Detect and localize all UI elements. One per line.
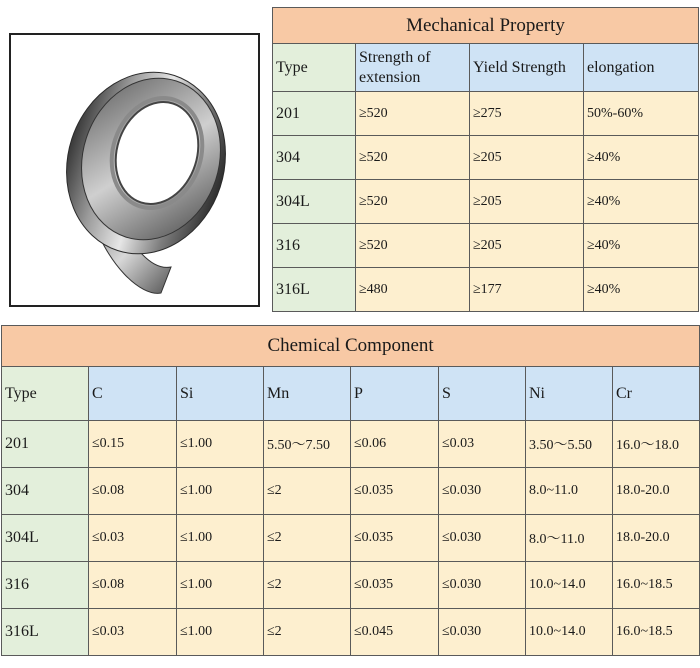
chem-value-cell: 18.0-20.0 <box>613 515 700 562</box>
chem-value-cell: ≤2 <box>264 562 351 609</box>
table-row <box>273 136 699 180</box>
table-row <box>273 92 699 136</box>
steel-coil-image <box>11 35 258 305</box>
mech-value-cell: ≥205 <box>470 136 584 180</box>
chem-value-cell: ≤0.045 <box>351 609 439 656</box>
chem-value-cell: 5.50～7.50 <box>264 421 351 468</box>
chem-value-cell: 8.0~11.0 <box>526 468 613 515</box>
mech-header-type: Type <box>273 44 356 92</box>
chem-value-cell: ≤2 <box>264 468 351 515</box>
mech-value-cell: 50%-60% <box>584 92 699 136</box>
table-row <box>273 180 699 224</box>
mech-value-cell: ≥205 <box>470 224 584 268</box>
table-row <box>2 421 700 468</box>
mech-value-cell: ≥520 <box>356 180 470 224</box>
chem-value-cell: ≤0.035 <box>351 515 439 562</box>
chem-header-mn: Mn <box>264 367 351 421</box>
chem-header-s: S <box>439 367 526 421</box>
mech-type-cell: 304L <box>273 180 356 224</box>
mech-value-cell: ≥520 <box>356 136 470 180</box>
chem-header-si: Si <box>177 367 264 421</box>
mech-type-cell: 316 <box>273 224 356 268</box>
mechanical-property-title: Mechanical Property <box>273 8 699 44</box>
chem-value-cell: 16.0~18.5 <box>613 609 700 656</box>
chem-value-cell: ≤0.035 <box>351 562 439 609</box>
chem-type-cell: 316 <box>2 562 89 609</box>
chem-value-cell: ≤0.030 <box>439 515 526 562</box>
mech-header-elongation: elongation <box>584 44 699 92</box>
chem-value-cell: ≤0.15 <box>89 421 177 468</box>
chem-type-cell: 316L <box>2 609 89 656</box>
chem-value-cell: ≤0.030 <box>439 468 526 515</box>
chem-value-cell: ≤0.030 <box>439 562 526 609</box>
chem-value-cell: ≤0.08 <box>89 562 177 609</box>
chem-value-cell: 10.0~14.0 <box>526 562 613 609</box>
table-row <box>273 268 699 312</box>
chem-value-cell: ≤0.03 <box>89 515 177 562</box>
chemical-component-title: Chemical Component <box>2 326 700 367</box>
chem-header-c: C <box>89 367 177 421</box>
chem-value-cell: ≤0.03 <box>89 609 177 656</box>
mech-type-cell: 201 <box>273 92 356 136</box>
mech-header-yield-strength: Yield Strength <box>470 44 584 92</box>
chem-value-cell: ≤1.00 <box>177 609 264 656</box>
chem-value-cell: 3.50～5.50 <box>526 421 613 468</box>
table-row <box>2 468 700 515</box>
mech-value-cell: ≥40% <box>584 268 699 312</box>
table-row <box>2 515 700 562</box>
mech-value-cell: ≥177 <box>470 268 584 312</box>
table-row <box>273 224 699 268</box>
chem-value-cell: ≤0.08 <box>89 468 177 515</box>
chem-value-cell: 16.0~18.5 <box>613 562 700 609</box>
chem-value-cell: ≤1.00 <box>177 468 264 515</box>
chem-value-cell: ≤1.00 <box>177 562 264 609</box>
chem-value-cell: ≤1.00 <box>177 515 264 562</box>
chem-value-cell: 16.0～18.0 <box>613 421 700 468</box>
chem-header-cr: Cr <box>613 367 700 421</box>
chem-value-cell: ≤2 <box>264 609 351 656</box>
mech-value-cell: ≥40% <box>584 180 699 224</box>
chem-value-cell: 8.0～11.0 <box>526 515 613 562</box>
chem-type-cell: 304L <box>2 515 89 562</box>
mech-header-strength-of-extension: Strength of extension <box>356 44 470 92</box>
chem-type-cell: 304 <box>2 468 89 515</box>
mech-type-cell: 304 <box>273 136 356 180</box>
table-row <box>2 562 700 609</box>
mech-type-cell: 316L <box>273 268 356 312</box>
chem-value-cell: ≤1.00 <box>177 421 264 468</box>
chem-value-cell: ≤0.035 <box>351 468 439 515</box>
chem-value-cell: ≤2 <box>264 515 351 562</box>
mech-value-cell: ≥40% <box>584 136 699 180</box>
table-row <box>2 609 700 656</box>
mech-value-cell: ≥205 <box>470 180 584 224</box>
chemical-component-table <box>1 325 700 656</box>
chem-value-cell: ≤0.06 <box>351 421 439 468</box>
chem-header-type: Type <box>2 367 89 421</box>
product-photo <box>9 33 260 307</box>
mech-value-cell: ≥40% <box>584 224 699 268</box>
mech-value-cell: ≥520 <box>356 92 470 136</box>
chem-header-ni: Ni <box>526 367 613 421</box>
mech-value-cell: ≥520 <box>356 224 470 268</box>
mechanical-property-table <box>272 7 699 312</box>
chem-value-cell: 18.0-20.0 <box>613 468 700 515</box>
chem-value-cell: ≤0.030 <box>439 609 526 656</box>
chem-value-cell: ≤0.03 <box>439 421 526 468</box>
chem-type-cell: 201 <box>2 421 89 468</box>
chem-header-p: P <box>351 367 439 421</box>
mech-value-cell: ≥275 <box>470 92 584 136</box>
mech-value-cell: ≥480 <box>356 268 470 312</box>
chem-value-cell: 10.0~14.0 <box>526 609 613 656</box>
